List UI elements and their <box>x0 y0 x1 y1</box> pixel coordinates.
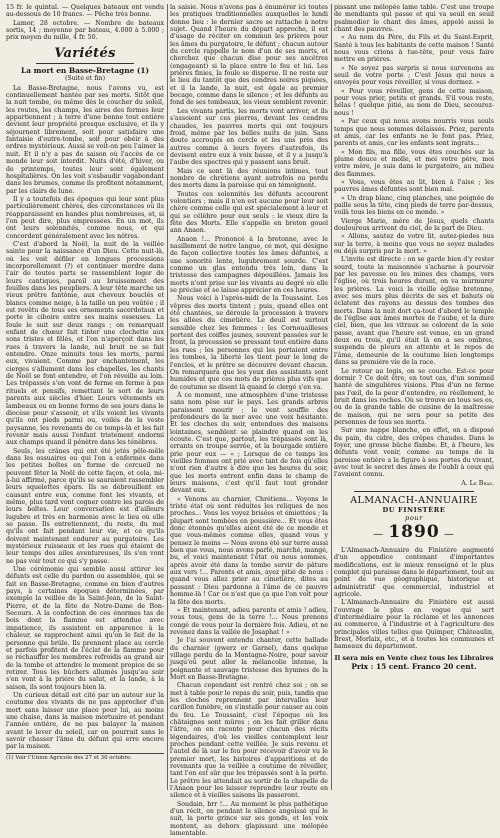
column-2 <box>170 4 328 838</box>
almanac-title: ALMANACH-ANNUAIRE <box>350 495 478 506</box>
article-paragraph: « Venons au charnier, Chrétiens... Voyons le triste état où sont réduites les reliques de nos proches... Vous les voyez brisées et émiettées ; la plupart sont tombées en poussière... Et vous êtes donc étonnés qu'elles aient été de ce monde et que vous-mêmes comme elles, quand vous y pensez le moins — Nous avons été sur terre aussi bien que vous, nous avons parlé, marché, mangé, bu, et voici maintenant l'état où nous sommes, après avoir été dans la tombe servir de pâture aux vers !... Parents et amis, ayez pitié de nous : quand vous allez prier au cimetière, dites au passant : Dieu pardonne à l'âme de ce pauvre homme-là ! Car ce n'est que ça que l'on voit pour la fête des morts. <box>170 495 328 606</box>
article-paragraph: « Par ceux qui nous avons nourris vous seuls temps que nous sommes délaissés. Priez, parents et amis, car les enfants ne le font pas. Priez, parents et amis, car les enfants sont ingrats... <box>334 118 494 148</box>
article-paragraph: L'invite est directe : on se garde bien d'y rester sourd, toute la maisonnée s'acharne à pourvoir par les pavesse ou les mines des champs, vers l'église, où trois heures durant, on va murmurer les prières. La voici la vieille église bretonne, avec ses murs plus décrits de ses et bahuts où éclatent des rayons au dessus des tombes des morts. Dans la nuit dort ça-tout d'abord le temple de l'église aux âmes mortes de l'aube, et la dure ciel, bien, que les vitraux se colorent de la soie passe, avant que l'heure est venue, en un grand deux ou trois, qu'il était là en a ses ombres, suspendu de pleurs en attente et le repos de l'âme, demeurée de la coutume bien longtemps dans sa première vie de la race. <box>334 256 494 367</box>
almanac-paragraph: L'Almanach-Annuaire du Finistère est aussi l'ouvrage le plus en vogue qui sert d'intermédiaire pour la réclame et les annonces au commerce, à l'industrie et à l'agriculture des principales villes telles que Quimper, Châteaulin, Brest, Morlaix, etc., et à toutes les communes et hameaux du département. <box>334 599 494 651</box>
article-paragraph: Toutes ces solennités les défunts accourent volontiers ; mais il n'en est aucune pour leur soit chère comme celle qui est spécialement à leur et qui se célèbre pour eux seuls : le vieux dire la fête des Morts. Elle s'appelle en breton gouel ann Anaon. <box>170 190 328 235</box>
advert-divider <box>354 491 474 492</box>
almanac-price-line: Prix : 15 cent. Franco 20 cent. <box>351 661 477 671</box>
article-paragraph: pissant une mélopée lame table. C'est une troupe de mendiants qui passe et qui va seuil en seuil psalmodier le chant des âmes, appelé aussi le chant des pauvres. <box>334 4 494 34</box>
article-paragraph: « Allons, sautez de votre lit, autez-piedes nus sur la terre, à moins que vous ne soyez malades ou déjà surpris par la mort. » <box>334 233 494 255</box>
market-report-line: Lamor, 28 octobre. — Nombre de bateaux sortis, 14 ; moyenne par bateau, 4.000 à 5.000 ; prix moyen du mille, 4 fr. 50. <box>6 19 164 42</box>
article-paragraph: Une cérémonie qui semble aussi attirer les défunts est celle du pardon ou assemblée, qui se fait en Basse-Bretagne, comme en bien d'autres pays, à certaines époques déterminées, par exemple la veillée de la Saint-Jean, de la Saint-Pierre, et de la fête de Notre-Dame de Bon-Secours. A la confection de ces énormes tas de bois dont la flamme est attendue avec impatience, ils assistent en apparence à la chaleur, se rapprochent ainsi qu'on le fait de la personne qui brûle. Ils prennent place au cercle et parfois profitent de l'éclat de la flamme pour se réchauffer les membres refroidis au grand air de la tombe et attendre le moment propice de se retirer. Tous les bûchers allumés jusqu'au soir s'en vont à la prière du salut, et la lande, à la saison, ils sont toujours bien là. <box>6 566 164 691</box>
almanac-paragraph: L'Almanach-Annuaire du Finistère augmenté d'un appendice contenant d'importantes modifications, est le mieux renseigné et le plus complet qui paraisse dans le département, tout au point de vue géographique, historique et administratif que commercial, industriel et agricole. <box>334 547 494 599</box>
almanac-pour: pour <box>405 514 423 522</box>
article-paragraph: Les vivants partis, les morts vont arriver, et ils s'assoient sur ces pierres, devant les cendres chaudes, les pauvres morts qui ont toujours froid, même par les belles nuits de juin. Sans doute accroupis en cercle et les uns près des autres comme à leurs foyers d'autrefois, ils devisent entre eux à voix basse, et il y a jusqu'à l'aube des spectres qui y passent sans bruit. <box>170 107 328 167</box>
article-paragraph: Un curieux détail est cité par un auteur sur la coutume des vivants de ne pas approcher d'un mort sans laisser une place pour lui, au moins une chaise, dans la maison mortuaire et pendant l'année entière, de ne pas balayer la maison avant le lever du soleil, car on pourrait sans le savoir chasser l'âme du défunt qui erre encore par la maison. <box>6 691 164 751</box>
article-paragraph: Anaon !... Prononcé à la bretonne, avec le nasillement de notre langue, ce mot, qui désigne de façon collective toutes les âmes défuntes, a une sonorité lente, lugubrement sourde. C'est comme un glas entendu très loin, dans la tristesse des campagnes dépouillées. Jamais les morts n'ont prise sur les vivants au degré où elle se précise et se laisse apprécier en ces heures. <box>170 235 328 295</box>
almanac-advertisement <box>334 495 494 671</box>
section-title: Variétés <box>54 45 116 61</box>
column-3 <box>334 4 494 790</box>
column-rule <box>167 4 168 790</box>
market-report-line: 15 fr. le quintal. — Quelques bateaux ont vendu au-dessous de 10 francs. — Pêche très bonne. <box>6 4 164 19</box>
column-rule <box>331 4 332 790</box>
article-paragraph: « Un drap blanc, cinq planches, une poignée de paille sous la tête, cinq pieds de terre par-dessus, voilà tous les biens en ce monde. » <box>334 194 494 217</box>
article-subtitle: (Suite et fin) <box>64 74 106 82</box>
article-paragraph: Seuls, les crânes qui ont été jetés pêle-mêle dans les ossuaires ou qui l'on a enfermés dans les petites boîtes en forme de cercueil ne peuvent fêter la Noël de cette façon, et cela, mi-à-lui affirmé, parce qu'ils se sauraient rassembler leurs squelettes épars. Ils se débrouillent en causant entre eux, comme font les vivants, et même, plus tard vont cogner contre les parois de leurs boîtes. Leur conversation est d'ailleurs lugubre et très en harmonie avec le lieu où elle se passe. Ils entretiennent, du reste, du mal qu'ils ont fait pendant leur vie, et ce qu'ils doivent maintenant endurer au purgatoire. Les mystérieux ruisseaux et les rues qui étaient de leur temps des ailes aventureuses, ils s'en vont ne pas voir tout ce qui s'y passe. <box>6 447 164 565</box>
article-paragraph: Sur une nappe blanche, en effet, on a disposé du pain, du cidre, des crêpes chaudes. Dans le foyer, une grosse bûche flambe. Et, à l'heure, les défunts vont venir, comme au temps de la paroisse entière a la figure à ses portes du vivant, avec tout le secret des âmes de l'oubli à ceux qui l'avaient connu. <box>334 427 494 479</box>
column-1 <box>6 4 164 790</box>
article-paragraph: Il y a toutefois des époques qui leur sont plus particulièrement chères, des circonstances où ils réapparaissent en bandes plus nombreuses, et, si l'on peut dire, plus empressées. En un mot, ils ont leurs solennités, comme nous, et qui concordent généralement avec les nôtres. <box>6 195 164 240</box>
article-paragraph: la saisie. Nous n'avons pas à énumérer ici toutes les pratiques traditionnelles auxquelles le lundi donne lieu : le dernier sacre se rattache à notre sujet. Quand l'heure du départ approche, il est d'usage de réciter en commun les prières pour les âmes du purgatoire, le défunt ; chacun autour du cercle rappelle le nom d'un de ses morts, et cherchez que chacun dise pour ses ancêtres (engageant) si la place entre le feu et lui. Les prières finies, la foule se disperse. Il ne reste sur le lieu du tantôt que des cendres noires piquées, et il la lande, la nuit, est égale au premier bocage, comme dans le silence ; et les défunts au fond de ses tombeaux, les vieux semblent revenir. <box>170 4 328 107</box>
article-paragraph: Soudain, brr !... Au moment le plus pathétique d'un récit, on pendant le silence angoissé qui le suit, la porte grince sur ses gonds, et les voix montent, au dehors glapissant une mélopée lamentable. <box>170 800 328 838</box>
almanac-year: — 1890 — <box>334 523 494 544</box>
article-paragraph: C'est d'abord la Noël, la nuit de la veillée sainte pour la naissance d'un Dieu. Cette nuit-là, où les voit défiler en longues processions incorporellement (?) et continuer mordre dans l'air de toutes parts se rassemblent loger de leurs cantiques, pareil au bruissement des feuilles dans les peupliers. A leur tête marche un vieux prêtre fantôme, aux cheveux bouclés et blancs comme neige, à la taille un peu voûtée ; il est revêtu de tous ses ornements sacerdotaux et porte le ciboire entre ses mains osseuses. La foule le suit sur deux rangs ; on remarquait enfant de chœur fait tinter une clochette aux sons tristes et fêlés, et l'on n'aperçoit dans les rues à travers la lande, nul bruit ne se fait entendre. Onze minuits tous les morts, parmi eux, vivaient. Comme par enchantement, les cierges s'allument dans les chapelles, les chants de Noël se font entendre, et l'on réveille au loin. Les trépassés s'en vont de ferme en ferme à pas rituels et pensifs, remettant le sort de leurs parents aux siècles d'hier. Leurs vêtements en lambeaux ou en bonne forme de ses jours dans le diocèse pour s'asseoir, et s'ils voient les vivants qu'ils ont pieds parmi ou, voilés de la veste paysanne, les revenants de ce temps-là et les fait revenir mais aussi l'enfant tristement endormi aux champs quand il pénètre dans les ténèbres. <box>6 240 164 447</box>
article-paragraph: Le retour au logis, on se couche. Est-ce pour dormir ? Ce doit être, en tout cas, d'un sommeil hanté de singulières visions. Plus d'un ne ferme pas l'œil, de la peur d'entendre, ou réellement, le bruit dans les roches. Où se trouve en tous ses os, ou de la grande table de cuisine de la maîtresse de maison, qui ne sera pour sa petite des personnes de tous ses morts. <box>334 367 494 426</box>
article-paragraph: « Mon fils, ma fille, vous êtes couchés sur la plume douce et molle, et moi votre père, moi votre mère, je suis dans le purgatoire, au milieu des flammes. <box>334 148 494 178</box>
article-paragraph: Chacun cependant est rentré chez soi ; on se met à table pour le repas du soir, puis, tandis que les cloches reprennent par intervalles leur carillon funèbre, on s'installe pour causer au coin du feu. Le Toussaint, c'est l'époque où les châtaignes sont mûres ; on les fait griller dans l'âtre, on en raconte pour chacun des récits légendaires, d'où les vieilles contemplent leur proches pendant cette veillée. Je suis revenu et l'autel de là sur le feu pour recevoir d'avoir vu le premier mort, les histoires d'apparitions et de revenants que la veillée a coutume de réveiller, tant l'on est sûr que les trépassés sont à la porte. Le prêtre les attendait au sortir de la chapelle de l'Anaon pour les laisser reprendre leur route en silence et à vieilles saisons ils passeront. <box>170 682 328 800</box>
article-paragraph: Mais ce sont là des réunions intimes, tout nombre de chrétiens ayant autrefois ou perdu des morts dans la paroisse qui en témoignent. <box>170 167 328 190</box>
footnote: (1) Voir l'Union Agricole des 27 et 30 octobre. <box>6 753 164 761</box>
article-paragraph: À ce moment, une atmosphère d'une tristesse sans nom pèse sur le pays. Les grands arbres paraissent mourir ; le vent souffle des profondeurs de la mer avec une voix hésitante. Et les cloches du soir, entendues des maisons lointaines, semblent se plaindre quand on les écoute. C'est que, partout, les trépassés sont là, errants en troupe serrée, et la bourgade entière prie pour eux — « ; Lorsque de ce temps les vieilles femmes ont prié avec tant de fois qu'elles n'ont rien d'autre à dire que les heures du soir, que les morts entrent enfin dans le champ de leurs maisons, c'est qu'il faut tout gronder devant eux. <box>170 391 328 495</box>
article-paragraph: La Basse-Bretagne, nous l'avons vu, est continuellement hantée par ses morts. Sitôt que la nuit tombe, ou même dès le coucher du soleil, les routes, les champs, les aires des fermes leur appartiennent ; à terre d'une bonne tout entière devient leur propriété presque exclusive, et ils y séjournent librement, soit pour satisfaire une fantaisie d'outre-tombe, soit pour obéir à des ordres mystérieux. Aussi se voit-on peu l'aimer la nuit. Et il n'y a pas de saison où l'accès de ce monde leur soit interdit. Nuits d'été, d'hiver, ou de printemps, toutes leur sont également hospitalières. On les voit s'esbaudir vagabondant dans les brumes, comme ils profitent notamment, par les clairs de lune. <box>6 84 164 195</box>
article-paragraph: Je l'ai souvent entendu chanter, cette ballade du charnier (gwerz er Garnel), dans quelque village perdu de la Montagne-Noire, pour savoir jusqu'où peut aller la mélancolie intense, la poignante et sauvage tristesse des hymnes de la Mort en Basse-Bretagne. <box>170 637 328 681</box>
almanac-subtitle: DU FINISTÈRE <box>382 506 446 514</box>
article-paragraph: « Au nom du Père, du Fils et du Saint-Esprit, Santé à tous les habitants de cette maison ! Santé nous vous crions à tue-tête, pour vous faire mettre en prières. <box>334 34 494 64</box>
article-paragraph: Nous voici à l'après-midi de la Toussaint. Les vêpres des morts tintent ; puis, quand elles ont été chantées, se déroule la procession à travers les allées du cimetière. Le deuil est surtout sensible chez les femmes : les Cornouailleses portent des coiffes jaunes, souvent passées sur le front, la procession se pressant tout entière dans les rues ; les personnes qui les portaient entre les tombes, la liberté les tient pour le long de l'enclos, et le prêtre se découvre devant chacun. On remarquera que les yeux des assistants sont humides et que ces mots de prières plus vifs que de coutume se disent là quand le clergé s'en va. <box>170 295 328 391</box>
article-paragraph: « Pour vous réveiller, gens de cette maison, pour vous prier, petits et grands. S'il vous reste, hélas ! quelque pitié, au nom de Dieu, secourez-nous ! <box>334 87 494 117</box>
article-paragraph: Vierge Marie, mère de Jésus, quels chants douloureux arrivent du ciel, de la part de Dieu. <box>334 217 494 232</box>
author-signature: A. Le Braz. <box>461 479 494 487</box>
section-divider <box>36 63 134 64</box>
article-paragraph: « Ne soyez pas surpris si nous survenons au seuil de votre porte ; C'est Jésus qui nous a envoyés pour vous réveiller, si vous dormez. » <box>334 64 494 87</box>
article-title: La mort en Basse-Bretagne (1) <box>21 65 149 75</box>
almanac-sale-line: Il sera mis en Vente chez tous les Libraires <box>334 653 494 662</box>
article-paragraph: « Vous, vous êtes au lit, bien à l'aise ; les pauvres âmes défuntes sont bien mal. <box>334 178 494 194</box>
article-paragraph: « Et maintenant, adieu parents et amis ! adieu, vous tous, gens de la terre !... Nous prenons congé de vous pour la dernière fois. Adieu, et ne revenez dans la vallée de Josaphat ! » <box>170 606 328 636</box>
